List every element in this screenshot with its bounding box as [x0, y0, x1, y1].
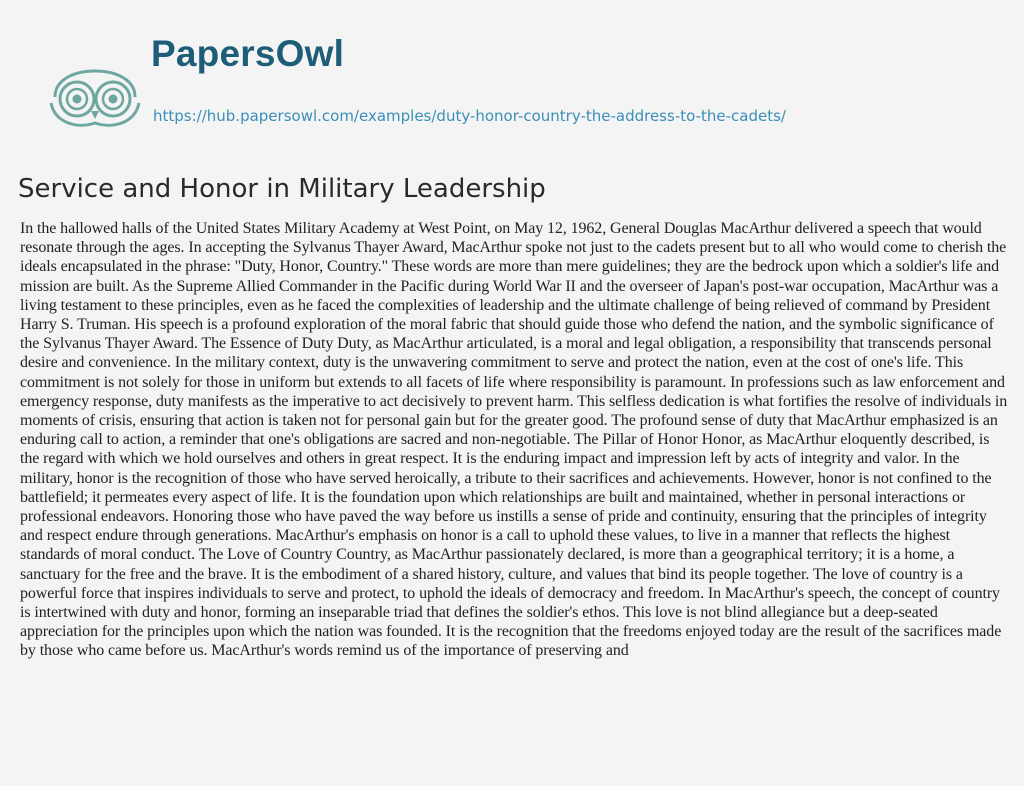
site-header	[0, 0, 1024, 150]
article-body: In the hallowed halls of the United States Military Academy at West Point, on May 12, 1962, General Douglas MacArthur delivered a speech that would resonate through the ages. In accepting the Sylvanus Thayer Award, MacArthur spoke not just to the cadets present but to all who would come to cherish the ideals encapsulated in the phrase: "Duty, Honor, Country." These words are more than mere guidelines; they are the bedrock upon which a soldier's life and mission are built. As the Supreme Allied Commander in the Pacific during World War II and the overseer of Japan's post-war occupation, MacArthur was a living testament to these principles, even as he faced the complexities of leadership and the ultimate challenge of being relieved of command by President Harry S. Truman. His speech is a profound exploration of the moral fabric that should guide those who defend the nation, and the symbolic significance of the Sylvanus Thayer Award. The Essence of Duty Duty, as MacArthur articulated, is a moral and legal obligation, a responsibility that transcends personal desire and convenience. In the military context, duty is the unwavering commitment to serve and protect the nation, even at the cost of one's life. This commitment is not solely for those in uniform but extends to all facets of life where responsibility is paramount. In professions such as law enforcement and emergency response, duty manifests as the imperative to act decisively to prevent harm. This selfless dedication is what fortifies the resolve of individuals in moments of crisis, ensuring that action is taken not for personal gain but for the greater good. The profound sense of duty that MacArthur emphasized is an enduring call to action, a reminder that one's obligations are sacred and non-negotiable. The Pillar of Honor Honor, as MacArthur eloquently described, is the regard with which we hold ourselves and others in great respect. It is the enduring impact and impression left by acts of integrity and valor. In the military, honor is the recognition of those who have served heroically, a tribute to their sacrifices and achievements. However, honor is not confined to the battlefield; it permeates every aspect of life. It is the foundation upon which relationships are built and maintained, whether in personal interactions or professional endeavors. Honoring those who have paved the way before us instills a sense of pride and continuity, ensuring that the principles of integrity and respect endure through generations. MacArthur's emphasis on honor is a call to uphold these values, to live in a manner that reflects the highest standards of moral conduct. The Love of Country Country, as MacArthur passionately declared, is more than a geographical territory; it is a home, a sanctuary for the free and the brave. It is the embodiment of a shared history, culture, and values that bind its people together. The love of country is a powerful force that inspires individuals to serve and protect, to uphold the ideals of democracy and freedom. In MacArthur's speech, the concept of country is intertwined with duty and honor, forming an inseparable triad that defines the soldier's ethos. This love is not blind allegiance but a deep-seated appreciation for the principles upon which the nation was founded. It is the recognition that the freedoms enjoyed today are the result of the sacrifices made by those who came before us. MacArthur's words remind us of the importance of preserving and	[20, 220, 1008, 660]
article-title: Service and Honor in Military Leadership	[18, 174, 546, 204]
source-url[interactable]: https://hub.papersowl.com/examples/duty-honor-country-the-address-to-the-cadets/	[153, 107, 786, 125]
owl-logo-icon	[47, 67, 143, 131]
brand-name[interactable]: PapersOwl	[151, 33, 345, 74]
